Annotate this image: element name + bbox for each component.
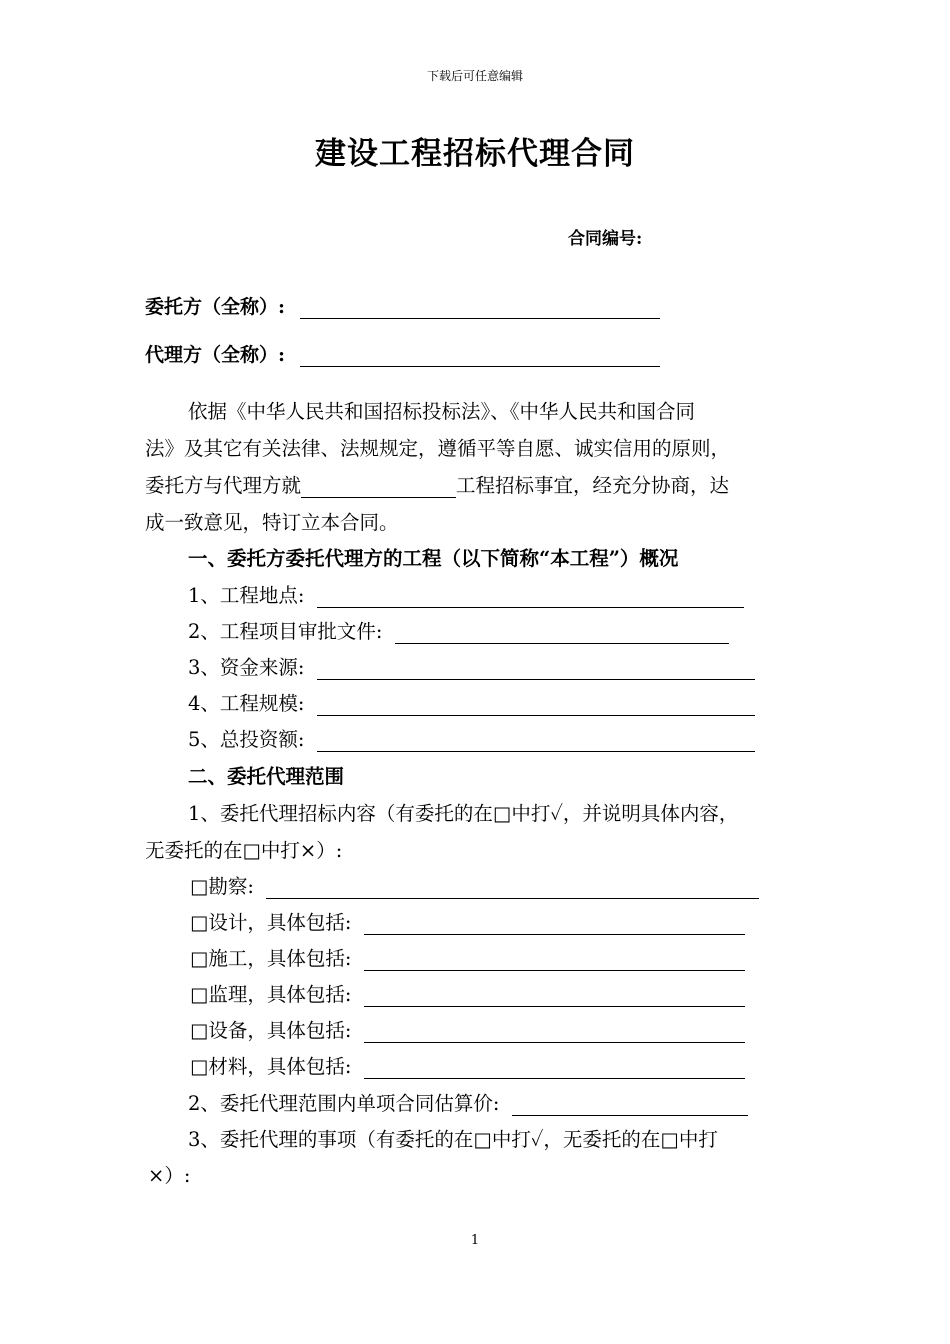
funding-blank[interactable] xyxy=(317,657,755,680)
section2-item1-line2: 无委托的在□中打×）: xyxy=(145,839,343,862)
option-design-row xyxy=(190,907,745,935)
item-funding-label: 3、资金来源: xyxy=(188,656,305,679)
section2-item3-line1: 3、委托代理的事项（有委托的在□中打✓，无委托的在□中打 xyxy=(188,1128,718,1151)
option-equipment-row xyxy=(190,1015,745,1043)
investment-blank[interactable] xyxy=(317,729,755,752)
principal-party-blank[interactable] xyxy=(300,296,660,319)
option-materials-label[interactable]: □材料，具体包括: xyxy=(190,1055,352,1078)
section2-item2-label: 2、委托代理范围内单项合同估算价: xyxy=(188,1092,500,1115)
agent-party-row xyxy=(145,340,660,367)
item-location-label: 1、工程地点: xyxy=(188,584,305,607)
option-materials-row xyxy=(190,1051,745,1079)
section1-heading: 一、委托方委托代理方的工程（以下简称“本工程”）概况 xyxy=(188,547,679,570)
intro-line-1: 依据《中华人民共和国招标投标法》、《中华人民共和国合同 xyxy=(188,400,696,423)
section2-item1-line1: 1、委托代理招标内容（有委托的在□中打✓，并说明具体内容， xyxy=(188,802,739,825)
item-approval-label: 2、工程项目审批文件: xyxy=(188,620,383,643)
principal-party-label: 委托方（全称）: xyxy=(145,296,286,318)
document-title: 建设工程招标代理合同 xyxy=(315,136,635,172)
section2-item2-row xyxy=(188,1088,748,1116)
option-design-label[interactable]: □设计，具体包括: xyxy=(190,911,352,934)
item-scale-row xyxy=(188,688,755,716)
estimate-blank[interactable] xyxy=(512,1093,748,1116)
intro-line-3 xyxy=(145,470,729,498)
intro-line-4: 成一致意见，特订立本合同。 xyxy=(145,511,399,534)
project-name-blank[interactable] xyxy=(301,475,456,498)
item-investment-label: 5、总投资额: xyxy=(188,728,305,751)
intro-line-3b: 工程招标事宜，经充分协商，达 xyxy=(456,474,730,497)
header-note: 下载后可任意编辑 xyxy=(426,69,523,83)
survey-blank[interactable] xyxy=(266,876,759,899)
intro-line-2: 法》及其它有关法律、法规规定，遵循平等自愿、诚实信用的原则， xyxy=(145,437,731,460)
materials-blank[interactable] xyxy=(364,1056,745,1079)
construction-blank[interactable] xyxy=(364,948,745,971)
item-approval-row xyxy=(188,616,729,644)
design-blank[interactable] xyxy=(364,912,745,935)
page-number: 1 xyxy=(470,1233,480,1248)
option-supervision-label[interactable]: □监理，具体包括: xyxy=(190,983,352,1006)
item-funding-row xyxy=(188,652,755,680)
agent-party-label: 代理方（全称）: xyxy=(145,344,286,366)
option-supervision-row xyxy=(190,979,745,1007)
option-survey-label[interactable]: □勘察: xyxy=(190,875,254,898)
item-location-row xyxy=(188,580,744,608)
supervision-blank[interactable] xyxy=(364,984,745,1007)
contract-number-label: 合同编号: xyxy=(568,229,643,249)
option-construction-label[interactable]: □施工，具体包括: xyxy=(190,947,352,970)
location-blank[interactable] xyxy=(317,585,744,608)
principal-party-row xyxy=(145,292,660,319)
scale-blank[interactable] xyxy=(317,693,755,716)
equipment-blank[interactable] xyxy=(364,1020,745,1043)
section2-heading: 二、委托代理范围 xyxy=(188,765,345,788)
intro-line-3a: 委托方与代理方就 xyxy=(145,474,302,497)
item-investment-row xyxy=(188,724,755,752)
option-equipment-label[interactable]: □设备，具体包括: xyxy=(190,1019,352,1042)
option-construction-row xyxy=(190,943,745,971)
option-survey-row xyxy=(190,871,759,899)
item-scale-label: 4、工程规模: xyxy=(188,692,305,715)
section2-item3-line2: ×）: xyxy=(148,1164,191,1187)
agent-party-blank[interactable] xyxy=(300,344,660,367)
approval-blank[interactable] xyxy=(395,621,729,644)
